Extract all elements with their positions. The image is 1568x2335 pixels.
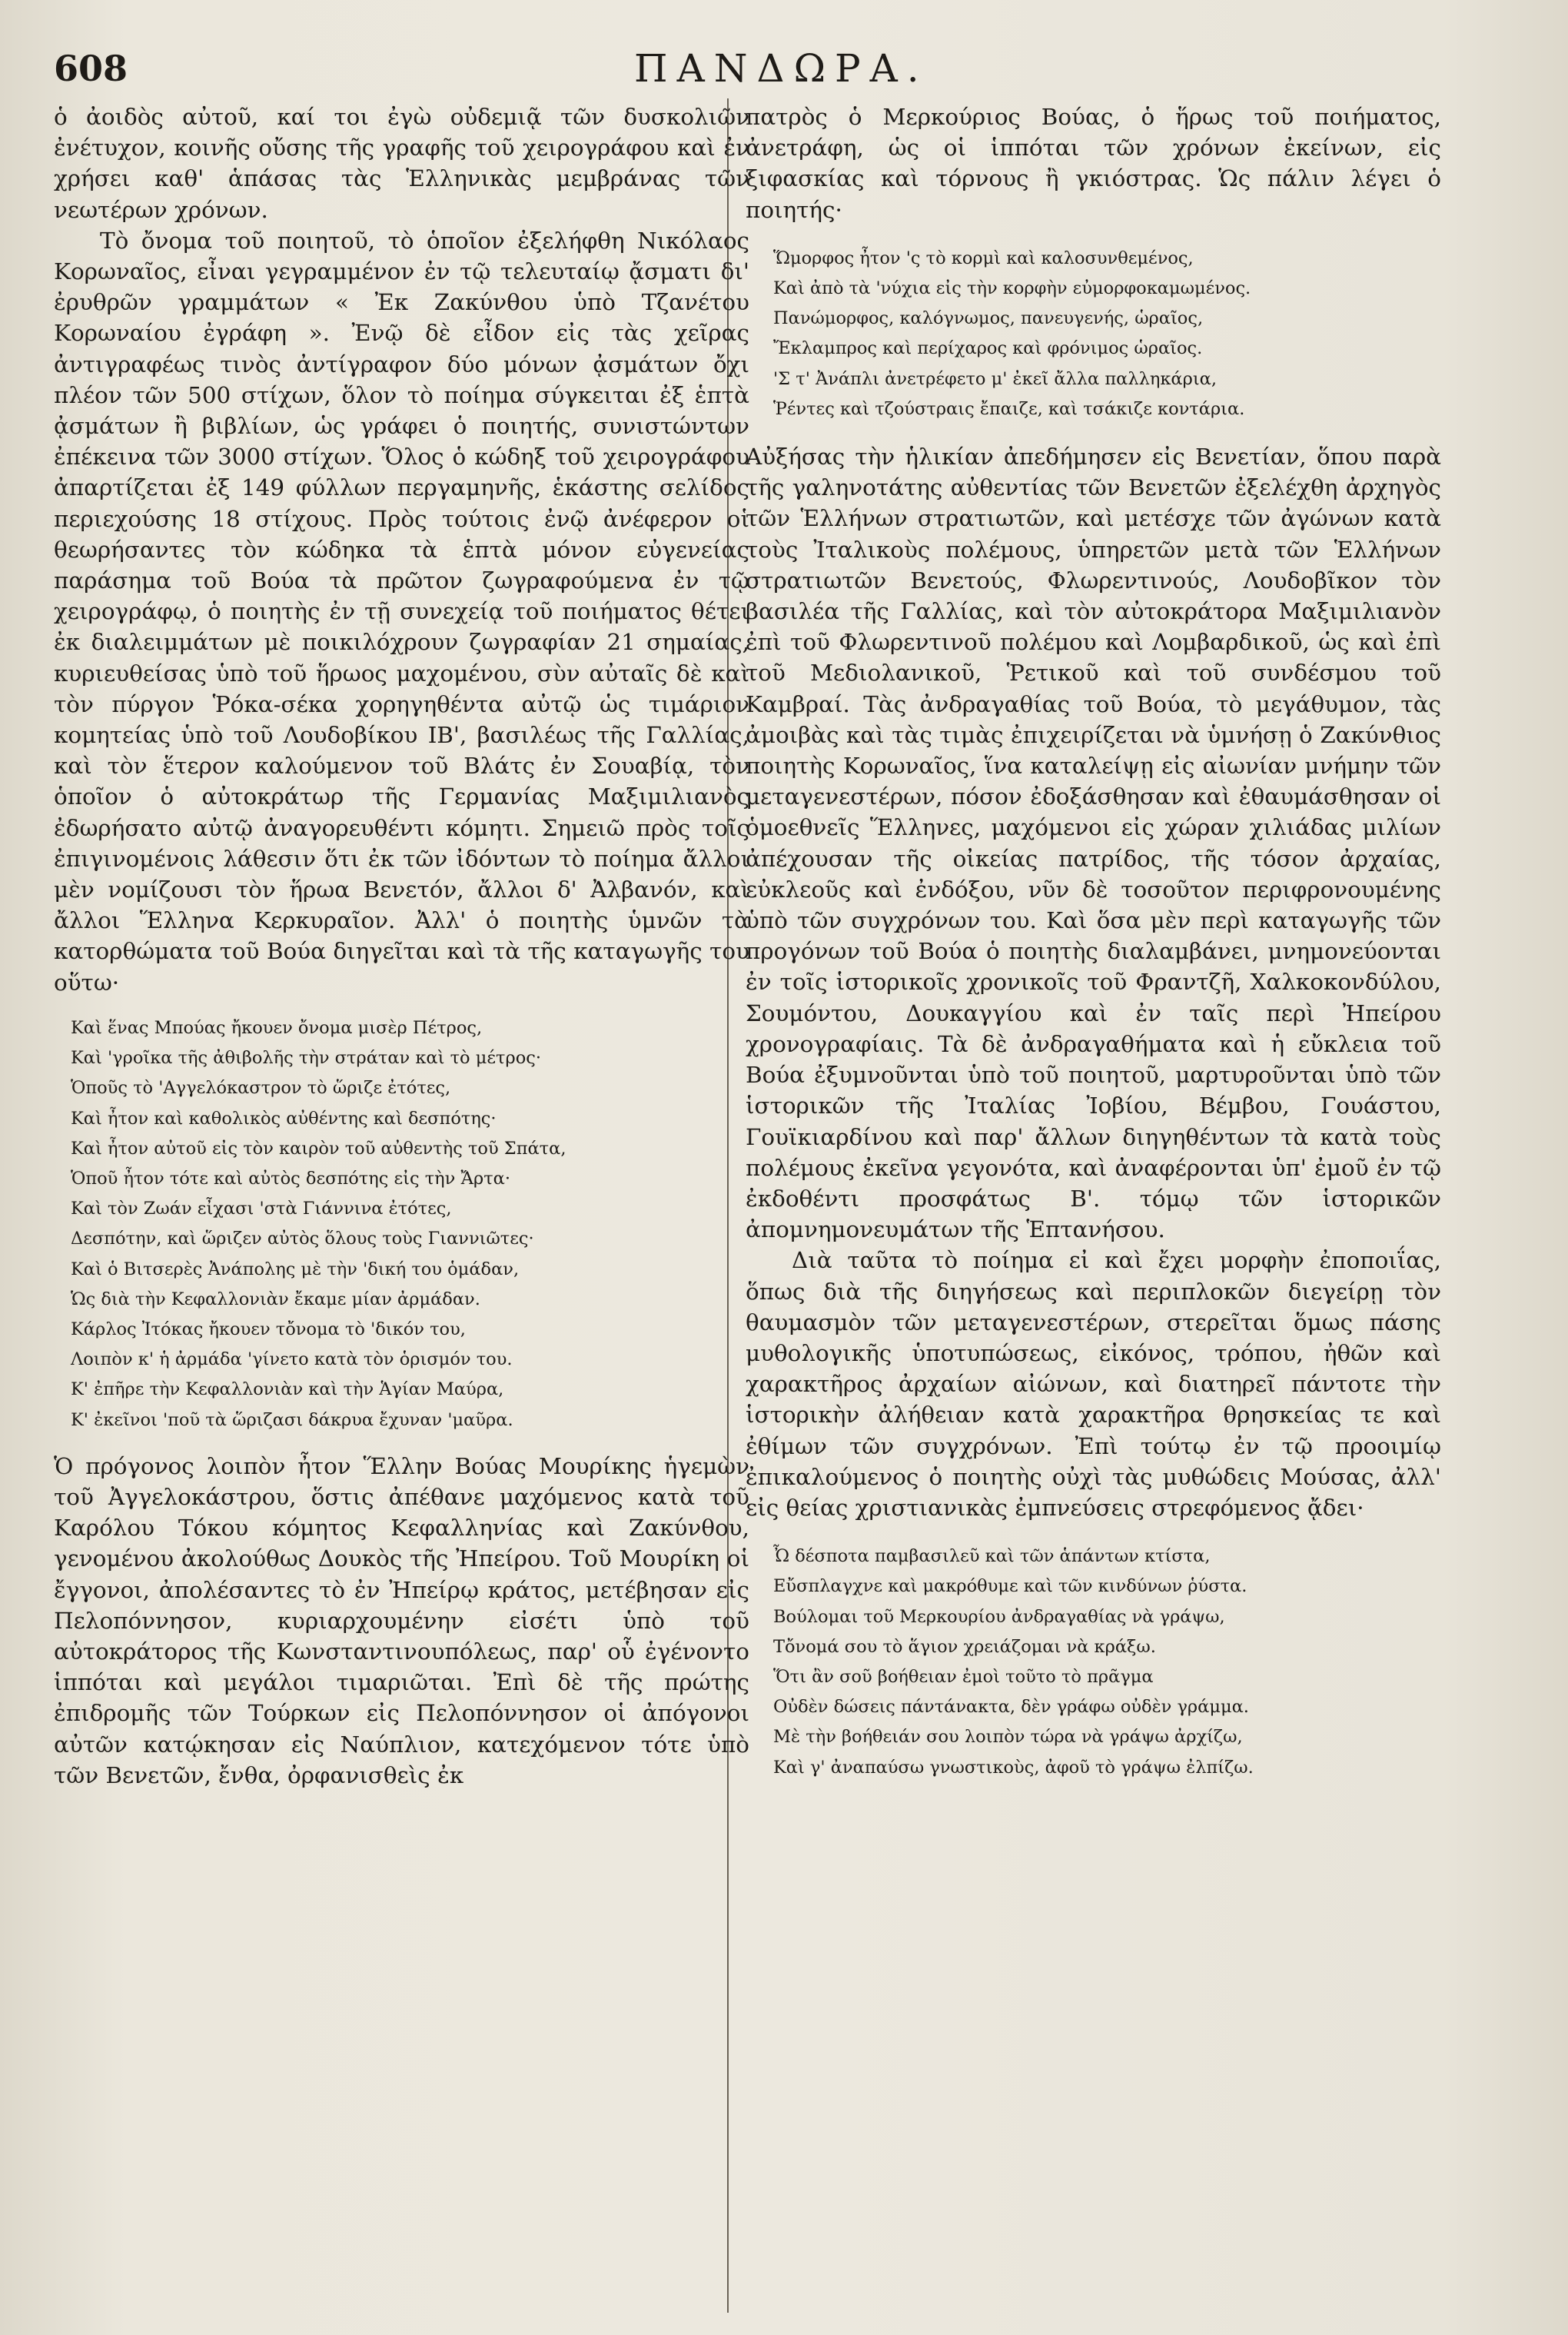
page-header <box>0 0 1568 92</box>
verse-line: Καὶ γ' ἀναπαύσω γνωστικοὺς, ἀφοῦ τὸ γράψω ἐλπίζω. <box>773 1757 1254 1778</box>
verse-line: Ὥμορφος ἦτον 'ς τὸ κορμὶ καὶ καλοσυνθεμένος, <box>773 248 1194 268</box>
verse-line: Ὦ δέσποτα παμβασιλεῦ καὶ τῶν ἁπάντων κτίστα, <box>773 1546 1211 1567</box>
paragraph: ὁ ἀοιδὸς αὐτοῦ, καί τοι ἐγὼ οὐδεμιᾷ τῶν δυσκολιῶν ἐνέτυχον, κοινῆς οὔσης τῆς γραφῆς τοῦ χειρογράφου καὶ ἐν χρήσει καθ' ἁπάσας τὰς Ἑλληνικὰς μεμβράνας τῶν νεωτέρων χρόνων. <box>54 104 749 223</box>
verse-line: Δεσπότην, καὶ ὥριζεν αὐτὸς ὅλους τοὺς Γιαννιῶτες· <box>71 1229 534 1249</box>
right-column <box>746 101 1441 2308</box>
verse-line: Καὶ ἦτον αὐτοῦ εἰς τὸν καιρὸν τοῦ αὐθεντὴς τοῦ Σπάτα, <box>71 1138 566 1159</box>
verse-line: Τὄνομά σου τὸ ἅγιον χρειάζομαι νὰ κράξω. <box>773 1636 1156 1657</box>
page-number: 608 <box>54 48 128 89</box>
paragraph: Τὸ ὄνομα τοῦ ποιητοῦ, τὸ ὁποῖον ἐξελήφθη Νικόλαος Κορωναῖος, εἶναι γεγραμμένον ἐν τῷ τελευταίῳ ᾄσματι δι' ἐρυθρῶν γραμμάτων « Ἐκ Ζακύνθου ὑπὸ Τζανέτου Κορωναίου ἐγράφη ». Ἐνῷ δὲ εἶδον εἰς τὰς χεῖρας ἀντιγραφέως τινὸς ἀντίγραφον δύο μόνων ᾀσμάτων ὄχι πλέον τῶν 500 στίχων, ὅλον τὸ ποίημα σύγκειται ἐξ ἑπτὰ ᾀσμάτων ἢ βιβλίων, ὡς γράφει ὁ ποιητής, συνιστώντων ἐπέκεινα τῶν 3000 στίχων. Ὅλος ὁ κώδηξ τοῦ χειρογράφου ἀπαρτίζεται ἐξ 149 φύλλων περγαμηνῆς, ἑκάστης σελίδος περιεχούσης 18 στίχους. Πρὸς τούτοις ἐνῷ ἀνέφερον οἱ θεωρήσαντες τὸν κώδηκα τὰ ἑπτὰ μόνον εὐγενείας παράσημα τοῦ Βούα τὰ πρῶτον ζωγραφούμενα ἐν τῷ χειρογράφῳ, ὁ ποιητὴς ἐν τῇ συνεχείᾳ τοῦ ποιήματος θέτει ἐκ διαλειμμάτων μὲ ποικιλόχρουν ζωγραφίαν 21 σημαίας, κυριευθείσας ὑπὸ τοῦ ἥρωος μαχομένου, σὺν αὐταῖς δὲ καὶ τὸν πύργον Ῥόκα-σέκα χορηγηθέντα αὐτῷ ὡς τιμάριον κομητείας ὑπὸ τοῦ Λουδοβίκου ΙΒ', βασιλέως τῆς Γαλλίας, καὶ τὸν ἕτερον καλούμενον τοῦ Βλάτς ἐν Σουαβίᾳ, τὸν ὁποῖον ὁ αὐτοκράτωρ τῆς Γερμανίας Μαξιμιλιανὸς ἐδωρήσατο αὐτῷ ἀναγορευθέντι κόμητι. Σημειῶ πρὸς τοῖς ἐπιγινομένοις λάθεσιν ὅτι ἐκ τῶν ἰδόντων τὸ ποίημα ἄλλοι μὲν νομίζουσι τὸν ἥρωα Βενετόν, ἄλλοι δ' Ἀλβανόν, καὶ ἄλλοι Ἕλληνα Κερκυραῖον. Ἀλλ' ὁ ποιητὴς ὑμνῶν τὰ κατορθώματα τοῦ Βούα διηγεῖται καὶ τὰ τῆς καταγωγῆς του οὕτω· <box>54 227 749 996</box>
verse-block <box>54 1013 749 1435</box>
verse-line: Ὅτι ἂν σοῦ βοήθειαν ἐμοὶ τοῦτο τὸ πρᾶγμα <box>773 1666 1154 1687</box>
verse-line: Ἔκλαμπρος καὶ περίχαρος καὶ φρόνιμος ὡραῖος. <box>773 338 1203 359</box>
verse-line: Οὐδὲν δώσεις πάντάνακτα, δὲν γράφω οὐδὲν γράμμα. <box>773 1697 1249 1718</box>
paragraph: Αὐξήσας τὴν ἡλικίαν ἀπεδήμησεν εἰς Βενετίαν, ὅπου παρὰ τῆς γαληνοτάτης αὐθεντίας τῶν Βενετῶν ἐξελέχθη ἀρχηγὸς τῶν Ἑλλήνων στρατιωτῶν, καὶ μετέσχε τῶν ἀγώνων κατὰ τοὺς Ἰταλικοὺς πολέμους, ὑπηρετῶν μετὰ τῶν Ἑλλήνων στρατιωτῶν Βενετούς, Φλωρεντινούς, Λουδοβῖκον τὸν βασιλέα τῆς Γαλλίας, καὶ τὸν αὐτοκράτορα Μαξιμιλιανὸν ἐπὶ τοῦ Φλωρεντινοῦ πολέμου καὶ Λομβαρδικοῦ, ὡς καὶ ἐπὶ τοῦ Μεδιολανικοῦ, Ῥετικοῦ καὶ τοῦ συνδέσμου τοῦ Καμβραί. Τὰς ἀνδραγαθίας τοῦ Βούα, τὸ μεγάθυμον, τὰς ἀμοιβὰς καὶ τὰς τιμὰς ἐπιχειρίζεται νὰ ὑμνήσῃ ὁ Ζακύνθιος ποιητὴς Κορωναῖος, ἵνα καταλείψῃ εἰς αἰωνίαν μνήμην τῶν μεταγενεστέρων, πόσον ἐδοξάσθησαν καὶ ἐθαυμάσθησαν οἱ ὁμοεθνεῖς Ἕλληνες, μαχόμενοι εἰς χώραν χιλιάδας μιλίων ἀπέχουσαν τῆς οἰκείας πατρίδος, τῆς τόσον ἀρχαίας, εὐκλεοῦς καὶ ἐνδόξου, νῦν δὲ τοσοῦτον περιφρονουμένης ὑπὸ τῶν συγχρόνων του. Καὶ ὅσα μὲν περὶ καταγωγῆς τῶν προγόνων τοῦ Βούα ὁ ποιητὴς διαλαμβάνει, μνημονεύονται ἐν τοῖς ἱστορικοῖς χρονικοῖς τοῦ Φραντζῆ, Χαλκοκονδύλου, Σουμόντου, Δουκαγγίου καὶ ἐν ταῖς περὶ Ἠπείρου χρονογραφίαις. Τὰ δὲ ἀνδραγαθήματα καὶ ἡ εὔκλεια τοῦ Βούα ἐξυμνοῦνται ὑπὸ τοῦ ποιητοῦ, μαρτυροῦνται ὑπὸ τῶν ἱστορικῶν τῆς Ἰταλίας Ἰοβίου, Βέμβου, Γουάστου, Γουϊκιαρδίνου καὶ παρ' ἄλλων διηγηθέντων τὰ κατὰ τοὺς πολέμους ἐκεῖνα γεγονότα, καὶ ἀναφέρονται ὑπ' ἐμοῦ ἐν τῷ ἐκδοθέντι προσφάτως Β'. τόμῳ τῶν ἱστορικῶν ἀπομνημονευμάτων τῆς Ἑπτανήσου. <box>746 444 1441 1243</box>
verse-line: 'Σ τ' Ἀνάπλι ἀνετρέφετο μ' ἐκεῖ ἄλλα παλληκάρια, <box>773 368 1218 389</box>
verse-line: Ὁποῦς τὸ 'Αγγελόκαστρον τὸ ὥριζε ἐτότες, <box>71 1078 451 1099</box>
verse-line: Λοιπὸν κ' ἡ ἀρμάδα 'γίνετο κατὰ τὸν ὁρισμόν του. <box>71 1349 513 1370</box>
verse-line: Βούλομαι τοῦ Μερκουρίου ἀνδραγαθίας νὰ γράψω, <box>773 1606 1225 1627</box>
verse-line: Κάρλος Ἰτόκας ἤκουεν τὄνομα τὸ 'δικόν του, <box>71 1319 466 1339</box>
verse-line: Ῥέντες καὶ τζούστραις ἔπαιζε, καὶ τσάκιζε κοντάρια. <box>773 398 1245 419</box>
paragraph: Διὰ ταῦτα τὸ ποίημα εἰ καὶ ἔχει μορφὴν ἐποποιΐας, ὅπως διὰ τῆς διηγήσεως καὶ περιπλοκῶν διεγείρῃ τὸν θαυμασμὸν τῶν μεταγενεστέρων, στερεῖται ὅμως πάσης μυθολογικῆς ὑποτυπώσεως, εἰκόνος, τρόπου, ἠθῶν καὶ χαρακτῆρος ἀρχαίων αἰώνων, καὶ διατηρεῖ πάντοτε τὴν ἱστορικὴν ἀλήθειαν κατὰ χαρακτῆρα θρησκείας τε καὶ ἐθίμων τῶν συγχρόνων. Ἐπὶ τούτῳ ἐν τῷ προοιμίῳ ἐπικαλούμενος ὁ ποιητὴς οὐχὶ τὰς μυθώδεις Μούσας, ἀλλ' εἰς θείας χριστιανικὰς ἐμπνεύσεις στρεφόμενος ᾄδει· <box>746 1247 1441 1521</box>
verse-block <box>746 244 1441 424</box>
verse-line: Καὶ ὁ Βιτσερὲς Ἀνάπολης μὲ τὴν 'δική του ὁμάδαν, <box>71 1259 520 1279</box>
verse-line: Καὶ τὸν Ζωάν εἶχασι 'στὰ Γιάννινα ἐτότες, <box>71 1199 452 1219</box>
verse-line: Κ' ἐκεῖνοι 'ποῦ τὰ ὥριζασι δάκρυα ἔχυναν 'μαῦρα. <box>71 1409 513 1430</box>
verse-line: Εὔσπλαγχνε καὶ μακρόθυμε καὶ τῶν κινδύνων ῥύστα. <box>773 1576 1247 1597</box>
verse-line: Καὶ ἕνας Μπούας ἤκουεν ὄνομα μισὲρ Πέτρος, <box>71 1017 483 1038</box>
verse-line: Κ' ἐπῆρε τὴν Κεφαλλονιὰν καὶ τὴν Ἁγίαν Μαύρα, <box>71 1379 504 1400</box>
paragraph: Ὁ πρόγονος λοιπὸν ἦτον Ἕλλην Βούας Μουρίκης ἡγεμὼν τοῦ Ἀγγελοκάστρου, ὅστις ἀπέθανε μαχόμενος κατὰ τοῦ Καρόλου Τόκου κόμητος Κεφαλληνίας καὶ Ζακύνθου, γενομένου ἀκολούθως Δουκὸς τῆς Ἠπείρου. Τοῦ Μουρίκη οἱ ἔγγονοι, ἀπολέσαντες τὸ ἐν Ἠπείρῳ κράτος, μετέβησαν εἰς Πελοπόννησον, κυριαρχουμένην εἰσέτι ὑπὸ τοῦ αὐτοκράτορος τῆς Κωνσταντινουπόλεως, παρ' οὗ ἐγένοντο ἱππόται καὶ μεγάλοι τιμαριῶται. Ἐπὶ δὲ τῆς πρώτης ἐπιδρομῆς τῶν Τούρκων εἰς Πελοπόννησον οἱ ἀπόγονοι αὐτῶν κατῴκησαν εἰς Ναύπλιον, κατεχόμενον τότε ὑπὸ τῶν Βενετῶν, ἔνθα, ὀρφανισθεὶς ἐκ <box>54 1452 749 1788</box>
verse-line: Ὁποῦ ἦτον τότε καὶ αὐτὸς δεσπότης εἰς τὴν Ἄρτα· <box>71 1168 511 1189</box>
verse-line: Καὶ 'γροῖκα τῆς ἀθιβολῆς τὴν στράταν καὶ τὸ μέτρος· <box>71 1048 541 1069</box>
verse-line: Ὡς διὰ τὴν Κεφαλλονιὰν ἔκαμε μίαν ἀρμάδαν. <box>71 1289 480 1309</box>
verse-line: Μὲ τὴν βοήθειάν σου λοιπὸν τώρα νὰ γράψω ἀρχίζω, <box>773 1727 1243 1748</box>
paragraph: πατρὸς ὁ Μερκούριος Βούας, ὁ ἥρως τοῦ ποιήματος, ἀνετράφη, ὡς οἱ ἱππόται τῶν χρόνων ἐκείνων, εἰς ξιφασκίας καὶ τόρνους ἢ γκιόστρας. Ὡς πάλιν λέγει ὁ ποιητής· <box>746 104 1441 223</box>
verse-line: Πανώμορφος, καλόγνωμος, πανευγενής, ὡραῖος, <box>773 308 1204 329</box>
verse-line: Καὶ ἀπὸ τὰ 'νύχια εἰς τὴν κορφὴν εὐμορφοκαμωμένος. <box>773 278 1251 299</box>
verse-line: Καὶ ἦτον καὶ καθολικὸς αὐθέντης καὶ δεσπότης· <box>71 1108 497 1129</box>
left-column <box>54 101 749 2308</box>
verse-block <box>746 1542 1441 1783</box>
running-title: ΠΑΝΔΩΡΑ. <box>634 46 929 91</box>
